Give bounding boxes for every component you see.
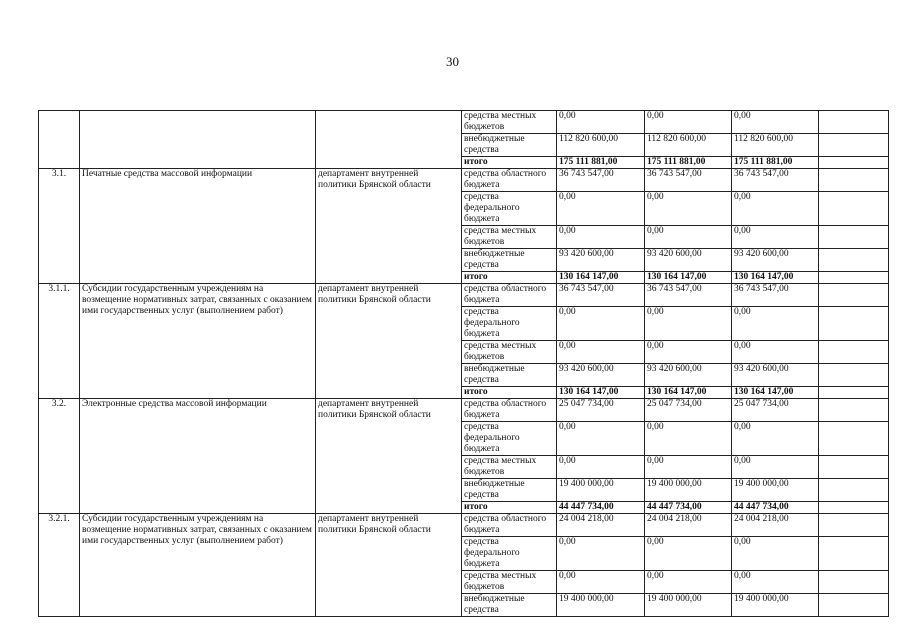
amount-cell: 0,00 <box>557 341 645 364</box>
amount-cell: 93 420 600,00 <box>557 364 645 387</box>
amount-cell: 19 400 000,00 <box>557 479 645 502</box>
item-name: Субсидии государственным учреждениям на возмещение нормативных затрат, связанных с оказанием ими государственных услуг (выполнением работ) <box>80 284 316 399</box>
amount-cell: 130 164 147,00 <box>732 387 819 399</box>
amount-cell: 36 743 547,00 <box>732 284 819 307</box>
amount-cell: 0,00 <box>557 192 645 226</box>
amount-cell: 0,00 <box>557 111 645 134</box>
item-number: 3.2. <box>39 399 80 514</box>
table-row <box>39 169 889 192</box>
amount-cell: 0,00 <box>557 571 645 594</box>
empty-cell <box>819 399 889 422</box>
table-row <box>39 284 889 307</box>
responsible-department: департамент внутренней политики Брянской области <box>316 514 462 617</box>
amount-cell: 0,00 <box>557 537 645 571</box>
funding-source: итого <box>462 502 557 514</box>
funding-source: внебюджетные средства <box>462 249 557 272</box>
item-name <box>80 111 316 169</box>
funding-source: средства областного бюджета <box>462 514 557 537</box>
amount-cell: 112 820 600,00 <box>557 134 645 157</box>
amount-cell: 93 420 600,00 <box>732 364 819 387</box>
empty-cell <box>819 514 889 537</box>
empty-cell <box>819 537 889 571</box>
amount-cell: 0,00 <box>732 456 819 479</box>
amount-cell: 36 743 547,00 <box>645 169 732 192</box>
empty-cell <box>819 341 889 364</box>
funding-source: средства федерального бюджета <box>462 307 557 341</box>
responsible-department: департамент внутренней политики Брянской области <box>316 169 462 284</box>
amount-cell: 0,00 <box>732 307 819 341</box>
amount-cell: 0,00 <box>732 192 819 226</box>
amount-cell: 25 047 734,00 <box>645 399 732 422</box>
amount-cell: 24 004 218,00 <box>557 514 645 537</box>
empty-cell <box>819 249 889 272</box>
amount-cell: 0,00 <box>557 226 645 249</box>
amount-cell: 25 047 734,00 <box>732 399 819 422</box>
amount-cell: 0,00 <box>645 537 732 571</box>
amount-cell: 130 164 147,00 <box>557 387 645 399</box>
empty-cell <box>819 502 889 514</box>
amount-cell: 0,00 <box>645 192 732 226</box>
funding-source: средства областного бюджета <box>462 399 557 422</box>
amount-cell: 175 111 881,00 <box>645 157 732 169</box>
funding-source: средства местных бюджетов <box>462 571 557 594</box>
item-number <box>39 111 80 169</box>
amount-cell: 130 164 147,00 <box>557 272 645 284</box>
responsible-department <box>316 111 462 169</box>
amount-cell: 25 047 734,00 <box>557 399 645 422</box>
empty-cell <box>819 571 889 594</box>
empty-cell <box>819 272 889 284</box>
amount-cell: 0,00 <box>732 537 819 571</box>
empty-cell <box>819 364 889 387</box>
page-number: 30 <box>446 54 459 69</box>
amount-cell: 0,00 <box>645 341 732 364</box>
amount-cell: 0,00 <box>645 111 732 134</box>
empty-cell <box>819 594 889 617</box>
empty-cell <box>819 226 889 249</box>
amount-cell: 24 004 218,00 <box>732 514 819 537</box>
amount-cell: 44 447 734,00 <box>732 502 819 514</box>
amount-cell: 24 004 218,00 <box>645 514 732 537</box>
amount-cell: 44 447 734,00 <box>557 502 645 514</box>
amount-cell: 112 820 600,00 <box>732 134 819 157</box>
empty-cell <box>819 157 889 169</box>
amount-cell: 19 400 000,00 <box>645 479 732 502</box>
funding-source: внебюджетные средства <box>462 479 557 502</box>
amount-cell: 0,00 <box>557 307 645 341</box>
amount-cell: 0,00 <box>732 422 819 456</box>
amount-cell: 0,00 <box>645 571 732 594</box>
amount-cell: 130 164 147,00 <box>645 272 732 284</box>
funding-source: средства областного бюджета <box>462 169 557 192</box>
funding-source: средства местных бюджетов <box>462 341 557 364</box>
amount-cell: 19 400 000,00 <box>732 479 819 502</box>
empty-cell <box>819 134 889 157</box>
empty-cell <box>819 284 889 307</box>
amount-cell: 19 400 000,00 <box>732 594 819 617</box>
responsible-department: департамент внутренней политики Брянской области <box>316 284 462 399</box>
funding-source: итого <box>462 157 557 169</box>
amount-cell: 0,00 <box>732 226 819 249</box>
amount-cell: 36 743 547,00 <box>557 284 645 307</box>
budget-table <box>38 110 889 617</box>
responsible-department: департамент внутренней политики Брянской области <box>316 399 462 514</box>
empty-cell <box>819 307 889 341</box>
amount-cell: 0,00 <box>645 422 732 456</box>
amount-cell: 44 447 734,00 <box>645 502 732 514</box>
item-name: Печатные средства массовой информации <box>80 169 316 284</box>
amount-cell: 0,00 <box>732 111 819 134</box>
amount-cell: 93 420 600,00 <box>645 249 732 272</box>
amount-cell: 93 420 600,00 <box>557 249 645 272</box>
item-name: Субсидии государственным учреждениям на возмещение нормативных затрат, связанных с оказанием ими государственных услуг (выполнением работ) <box>80 514 316 617</box>
amount-cell: 19 400 000,00 <box>557 594 645 617</box>
funding-source: внебюджетные средства <box>462 364 557 387</box>
funding-source: внебюджетные средства <box>462 594 557 617</box>
amount-cell: 175 111 881,00 <box>557 157 645 169</box>
funding-source: средства местных бюджетов <box>462 111 557 134</box>
amount-cell: 0,00 <box>645 307 732 341</box>
amount-cell: 112 820 600,00 <box>645 134 732 157</box>
empty-cell <box>819 422 889 456</box>
funding-source: итого <box>462 387 557 399</box>
table-row <box>39 399 889 422</box>
empty-cell <box>819 111 889 134</box>
empty-cell <box>819 387 889 399</box>
amount-cell: 36 743 547,00 <box>645 284 732 307</box>
amount-cell: 0,00 <box>645 456 732 479</box>
amount-cell: 130 164 147,00 <box>732 272 819 284</box>
amount-cell: 36 743 547,00 <box>557 169 645 192</box>
item-number: 3.1. <box>39 169 80 284</box>
amount-cell: 36 743 547,00 <box>732 169 819 192</box>
funding-source: средства федерального бюджета <box>462 422 557 456</box>
funding-source: средства местных бюджетов <box>462 226 557 249</box>
amount-cell: 0,00 <box>732 341 819 364</box>
item-number: 3.2.1. <box>39 514 80 617</box>
table-row <box>39 514 889 537</box>
amount-cell: 175 111 881,00 <box>732 157 819 169</box>
empty-cell <box>819 192 889 226</box>
amount-cell: 0,00 <box>557 456 645 479</box>
funding-source: средства федерального бюджета <box>462 537 557 571</box>
amount-cell: 0,00 <box>732 571 819 594</box>
funding-source: средства местных бюджетов <box>462 456 557 479</box>
amount-cell: 93 420 600,00 <box>732 249 819 272</box>
amount-cell: 0,00 <box>645 226 732 249</box>
funding-source: итого <box>462 272 557 284</box>
funding-source: средства областного бюджета <box>462 284 557 307</box>
funding-source: средства федерального бюджета <box>462 192 557 226</box>
amount-cell: 130 164 147,00 <box>645 387 732 399</box>
funding-source: внебюджетные средства <box>462 134 557 157</box>
item-number: 3.1.1. <box>39 284 80 399</box>
empty-cell <box>819 479 889 502</box>
item-name: Электронные средства массовой информации <box>80 399 316 514</box>
amount-cell: 0,00 <box>557 422 645 456</box>
amount-cell: 19 400 000,00 <box>645 594 732 617</box>
empty-cell <box>819 456 889 479</box>
amount-cell: 93 420 600,00 <box>645 364 732 387</box>
empty-cell <box>819 169 889 192</box>
table-row <box>39 111 889 134</box>
